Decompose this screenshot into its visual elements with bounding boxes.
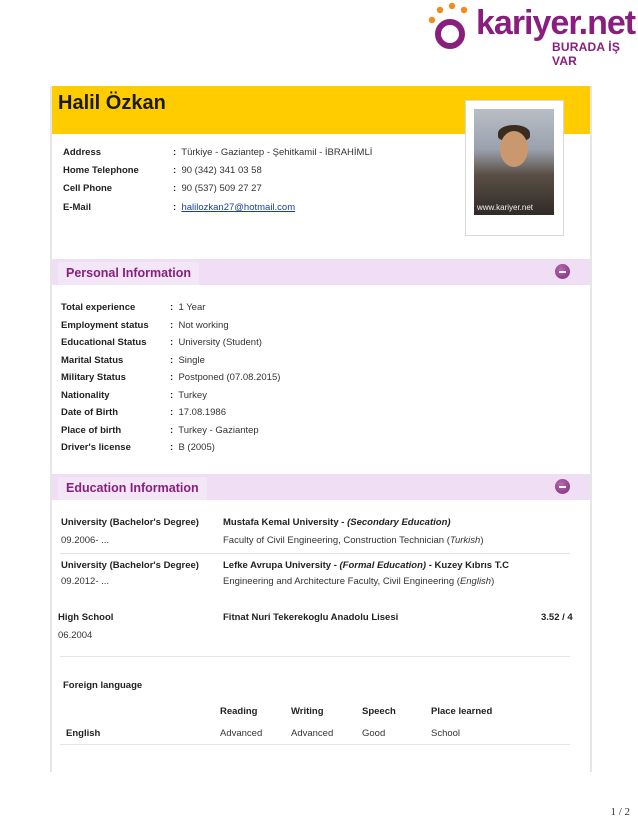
divider: [60, 553, 570, 554]
personal-value: : Not working: [170, 320, 229, 331]
lang-row-speech: Good: [362, 728, 386, 739]
lang-header-writing: Writing: [291, 706, 324, 717]
education-language: English: [459, 576, 492, 587]
education-location: Kuzey Kıbrıs T.C: [434, 560, 509, 571]
education-school-line: Lefke Avrupa University - (Formal Education) - Kuzey Kıbrıs T.C: [223, 560, 509, 571]
page-number: 1 / 2: [610, 806, 630, 818]
candidate-name: Halil Özkan: [58, 92, 166, 114]
logo-text: kariyer.net: [476, 4, 636, 42]
personal-value: : Turkey: [170, 390, 207, 401]
education-school: Mustafa Kemal University: [223, 517, 339, 528]
personal-label: Marital Status: [61, 355, 124, 366]
contact-row-cell-phone: [63, 183, 112, 195]
contact-value-email: : halilozkan27@hotmail.com: [173, 202, 296, 213]
divider: [60, 744, 570, 745]
photo-watermark: www.kariyer.net: [477, 203, 534, 212]
collapse-icon[interactable]: [555, 264, 570, 279]
lang-row-language: English: [66, 728, 101, 739]
high-school-level: High School: [58, 612, 114, 623]
personal-label: Driver's license: [61, 442, 131, 453]
education-school-line: Mustafa Kemal University - (Secondary Education): [223, 517, 451, 528]
high-school-name: Fitnat Nuri Tekerekoglu Anadolu Lisesi: [223, 612, 399, 623]
education-faculty-line: Faculty of Civil Engineering, Construction Technician (Turkish): [223, 535, 484, 546]
contact-label: Home Telephone: [63, 165, 139, 176]
education-type: (Formal Education): [339, 560, 427, 571]
high-school-date: 06.2004: [58, 630, 93, 641]
personal-value: : Turkey - Gaziantep: [170, 425, 259, 436]
personal-value: : University (Student): [170, 337, 262, 348]
education-level: University (Bachelor's Degree): [61, 560, 199, 571]
profile-photo: [474, 109, 554, 215]
contact-label: Address: [63, 147, 102, 158]
collapse-icon[interactable]: [555, 479, 570, 494]
contact-row-home-phone: [63, 165, 139, 177]
lang-row-reading: Advanced: [220, 728, 263, 739]
education-faculty: Engineering and Architecture Faculty, Civil Engineering: [223, 576, 455, 587]
lang-header-place: Place learned: [431, 706, 493, 717]
education-info-title: Education Information: [58, 477, 207, 500]
personal-value: : 17.08.1986: [170, 407, 226, 418]
education-language: Turkish: [449, 535, 481, 546]
personal-label: Educational Status: [61, 337, 147, 348]
education-level: University (Bachelor's Degree): [61, 517, 199, 528]
email-link[interactable]: halilozkan27@hotmail.com: [181, 202, 296, 213]
contact-label: Cell Phone: [63, 183, 113, 194]
contact-value-address: : Türkiye - Gaziantep - Şehitkamil - İBRAHİMLİ: [173, 147, 373, 158]
education-faculty-line: Engineering and Architecture Faculty, Civil Engineering (English): [223, 576, 495, 587]
personal-value: : Single: [170, 355, 205, 366]
profile-photo-frame: [465, 100, 564, 236]
personal-label: Employment status: [61, 320, 149, 331]
high-school-gpa: 3.52 / 4: [541, 612, 573, 623]
personal-value: : Postponed (07.08.2015): [170, 372, 281, 383]
address-value: Türkiye - Gaziantep - Şehitkamil - İBRAHİMLİ: [181, 147, 373, 158]
logo-tagline: BURADA İŞ VAR: [552, 40, 621, 68]
lang-header-reading: Reading: [220, 706, 258, 717]
divider: [60, 656, 570, 657]
education-faculty: Faculty of Civil Engineering, Construction Technician: [223, 535, 445, 546]
personal-label: Total experience: [61, 302, 136, 313]
contact-label: E-Mail: [63, 202, 91, 213]
personal-value: : B (2005): [170, 442, 215, 453]
personal-info-header: [52, 259, 590, 285]
education-dates: 09.2006- ...: [61, 535, 110, 546]
education-info-header: [52, 474, 590, 500]
logo-mark-icon: [428, 2, 474, 58]
personal-label: Military Status: [61, 372, 126, 383]
lang-row-place: School: [431, 728, 461, 739]
personal-label: Place of birth: [61, 425, 122, 436]
education-type: (Secondary Education): [347, 517, 451, 528]
lang-row-writing: Advanced: [291, 728, 334, 739]
contact-value-home-phone: : 90 (342) 341 03 58: [173, 165, 262, 176]
lang-header-speech: Speech: [362, 706, 396, 717]
contact-row-address: [63, 147, 101, 159]
home-phone-value: 90 (342) 341 03 58: [181, 165, 262, 176]
contact-value-cell-phone: : 90 (537) 509 27 27: [173, 183, 262, 194]
education-school: Lefke Avrupa University: [223, 560, 332, 571]
personal-label: Date of Birth: [61, 407, 118, 418]
personal-value: : 1 Year: [170, 302, 206, 313]
education-dates: 09.2012- ...: [61, 576, 110, 587]
contact-row-email: [63, 202, 91, 214]
personal-label: Nationality: [61, 390, 110, 401]
foreign-language-title: Foreign language: [63, 680, 143, 691]
kariyer-logo: [428, 2, 636, 68]
personal-info-title: Personal Information: [58, 262, 199, 285]
cell-phone-value: 90 (537) 509 27 27: [181, 183, 262, 194]
